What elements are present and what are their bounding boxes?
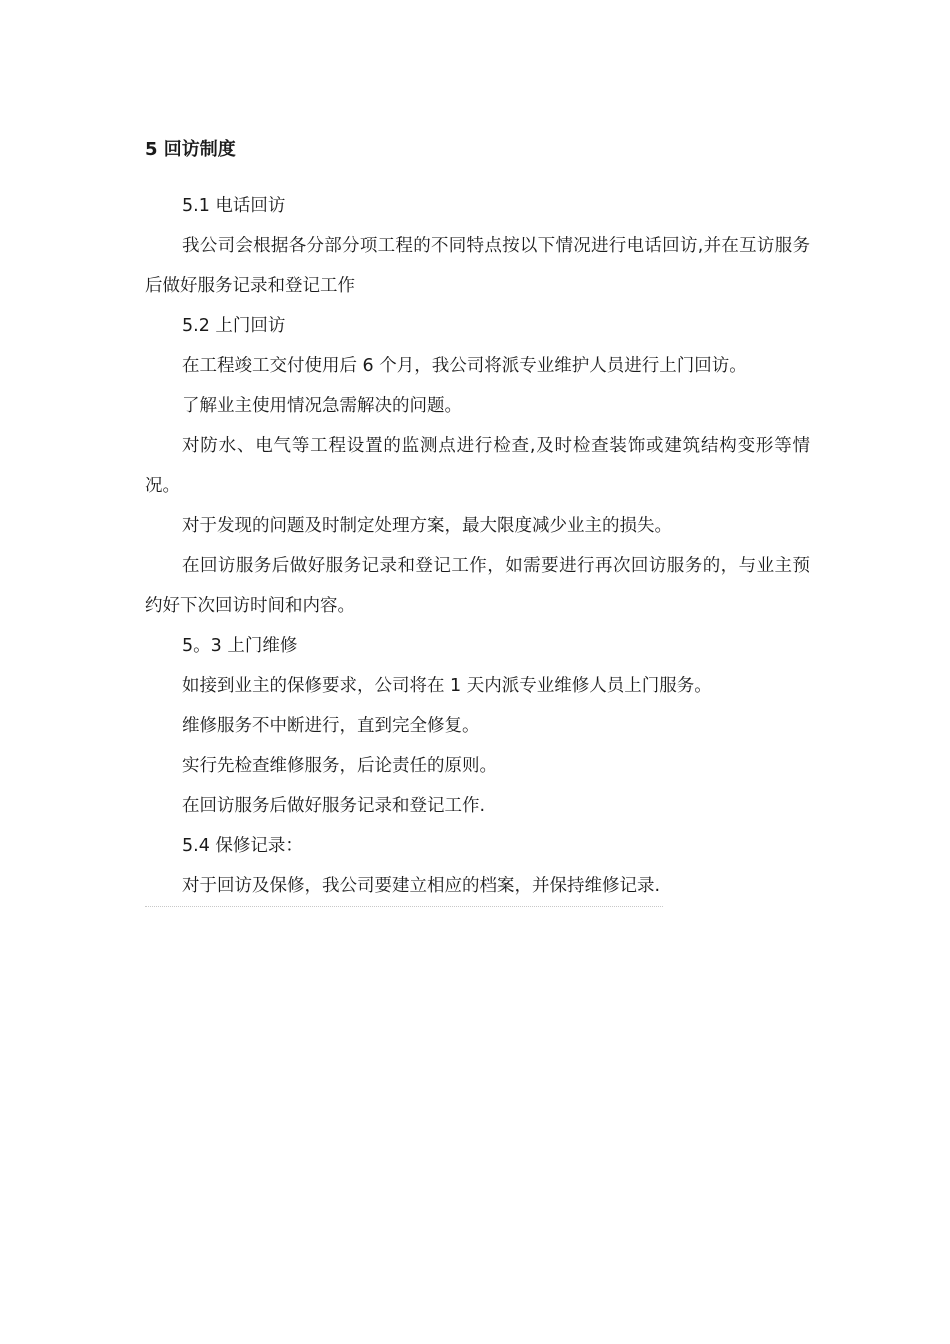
subsection-title-5-4: 5.4 保修记录： [182, 836, 303, 856]
paragraph-5-2-records: 在回访服务后做好服务记录和登记工作，如需要进行再次回访服务的，与业主预约好下次回访时间和内容。 [145, 556, 810, 616]
subsection-title-5-1: 5.1 电话回访 [182, 196, 286, 216]
document-body [145, 134, 810, 906]
paragraph-5-3-continuous-repair: 维修服务不中断进行，直到完全修复。 [182, 716, 480, 736]
section-heading: 5 回访制度 [145, 139, 236, 160]
paragraph-5-3-principle: 实行先检查维修服务，后论责任的原则。 [182, 756, 497, 776]
subsection-title-5-2: 5.2 上门回访 [182, 316, 286, 336]
paragraph-5-2-solutions: 对于发现的问题及时制定处理方案，最大限度减少业主的损失。 [182, 516, 672, 536]
paragraph-5-2-owner-needs: 了解业主使用情况急需解决的问题。 [182, 396, 462, 416]
paragraph-5-2-visit-timing: 在工程竣工交付使用后 6 个月，我公司将派专业维护人员进行上门回访。 [182, 356, 747, 376]
subsection-title-5-3: 5。3 上门维修 [182, 636, 298, 656]
paragraph-5-1-phone-visit: 我公司会根据各分部分项工程的不同特点按以下情况进行电话回访,并在互访服务后做好服务记录和登记工作 [145, 236, 810, 296]
paragraph-5-3-repair-request: 如接到业主的保修要求，公司将在 1 天内派专业维修人员上门服务。 [182, 676, 712, 696]
paragraph-5-2-inspection: 对防水、电气等工程设置的监测点进行检查,及时检查装饰或建筑结构变形等情况。 [145, 436, 810, 496]
footer-divider [145, 906, 663, 907]
paragraph-5-3-records: 在回访服务后做好服务记录和登记工作. [182, 796, 486, 816]
paragraph-5-4-archive: 对于回访及保修，我公司要建立相应的档案，并保持维修记录. [182, 876, 661, 896]
